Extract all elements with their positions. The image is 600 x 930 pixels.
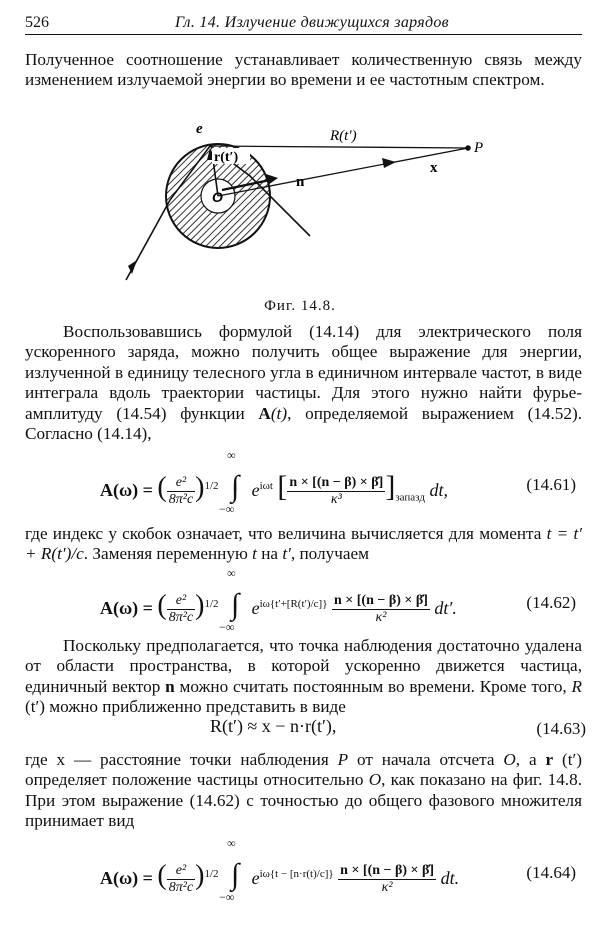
page-number: 526 bbox=[25, 14, 49, 31]
eq-number-14-64: (14.64) bbox=[526, 863, 576, 882]
label-r: r(t′) bbox=[214, 150, 239, 165]
figure-14-8 bbox=[100, 118, 500, 303]
eq-14-62-body: A(ω) = ( $\frac{\text{e²}}{\text{8π²c}}$ )$^{1/2}$ ∞ ∫ −∞ $e^{i\omega\{t'+[R(t')/c]\}}$ $\frac{n \times [(n - \beta) \times \betȧ]}{\text{κ²}}$ dt′. bbox=[100, 566, 457, 634]
x-arrow-icon bbox=[382, 158, 396, 168]
paragraph-5: где x — расстояние точки наблюдения P от начала отсчета O, а r (t′) определяет положение частицы относительно O, как показано на фиг. 14.8. При этом выражение (14.62) с точностью до общего фазового множителя принимает вид bbox=[25, 750, 582, 831]
page-header bbox=[25, 8, 582, 32]
R-vector-line bbox=[210, 146, 468, 148]
label-e: e bbox=[196, 121, 203, 137]
equation-14-61 bbox=[100, 448, 590, 528]
paragraph-4: Поскольку предполагается, что точка наблюдения достаточно удалена от области пространства, в которой ускоренно движется частица, единичный вектор n можно считать постоянным во времени. Кроме того, R (t′) можно приближенно представить в виде bbox=[25, 636, 583, 717]
trajectory-arrow-icon bbox=[128, 260, 137, 274]
label-R: R(t′) bbox=[330, 128, 357, 144]
label-P: P bbox=[474, 140, 484, 156]
running-head: Гл. 14. Излучение движущихся зарядов bbox=[175, 14, 449, 31]
n-arrow-icon bbox=[266, 174, 278, 185]
eq-number-14-62: (14.62) bbox=[526, 593, 576, 612]
equation-14-63: R(t′) ≈ x − n·r(t′), bbox=[210, 716, 337, 736]
eq-14-64-body: A(ω) = ( $\frac{\text{e²}}{\text{8π²c}}$ )$^{1/2}$ ∞ ∫ −∞ $e^{i\omega\{t - [n\cdot r(t)/c]\}}$ $\frac{n \times [(n - \beta) \times \betȧ]}{\text{κ²}}$ dt. bbox=[100, 836, 460, 904]
eq-14-61-body: A(ω) = ( $\frac{\text{e²}}{\text{8π²c}}$ )$^{1/2}$ ∞ ∫ −∞ $e^{i\omega t}$ [ $\frac{n \times [(n - \beta) \times \betȧ]}{\text{κ³}}$ ]$_{запазд}$ dt, bbox=[100, 448, 448, 516]
paragraph-3: где индекс у скобок означает, что величина вычисляется для момента t = t′ + R(t′)/c. Заменяя переменную t на t′, получаем bbox=[25, 524, 582, 564]
figure-caption: Фиг. 14.8. bbox=[264, 298, 336, 314]
label-x: x bbox=[430, 160, 438, 176]
label-n: n bbox=[296, 174, 305, 190]
equation-14-64 bbox=[100, 836, 590, 916]
paragraph-2: Воспользовавшись формулой (14.14) для электрического поля ускоренного заряда, можно получить общее выражение для энергии, излученной в единицу телесного угла в единичном интервале частот, в виде интеграла вдоль траектории частицы. Для этого нужно найти фурье-амплитуду (14.54) функции A(t), определяемой выражением (14.52). Согласно (14.14), bbox=[25, 322, 582, 444]
label-O: O bbox=[212, 189, 223, 205]
header-rule bbox=[25, 34, 582, 35]
equation-14-62 bbox=[100, 566, 590, 646]
paragraph-1: Полученное соотношение устанавливает количественную связь между изменением излучаемой энергии во времени и ее частотным спектром. bbox=[25, 50, 582, 90]
eq-number-14-61: (14.61) bbox=[526, 475, 576, 494]
eq-number-14-63: (14.63) bbox=[536, 719, 586, 738]
